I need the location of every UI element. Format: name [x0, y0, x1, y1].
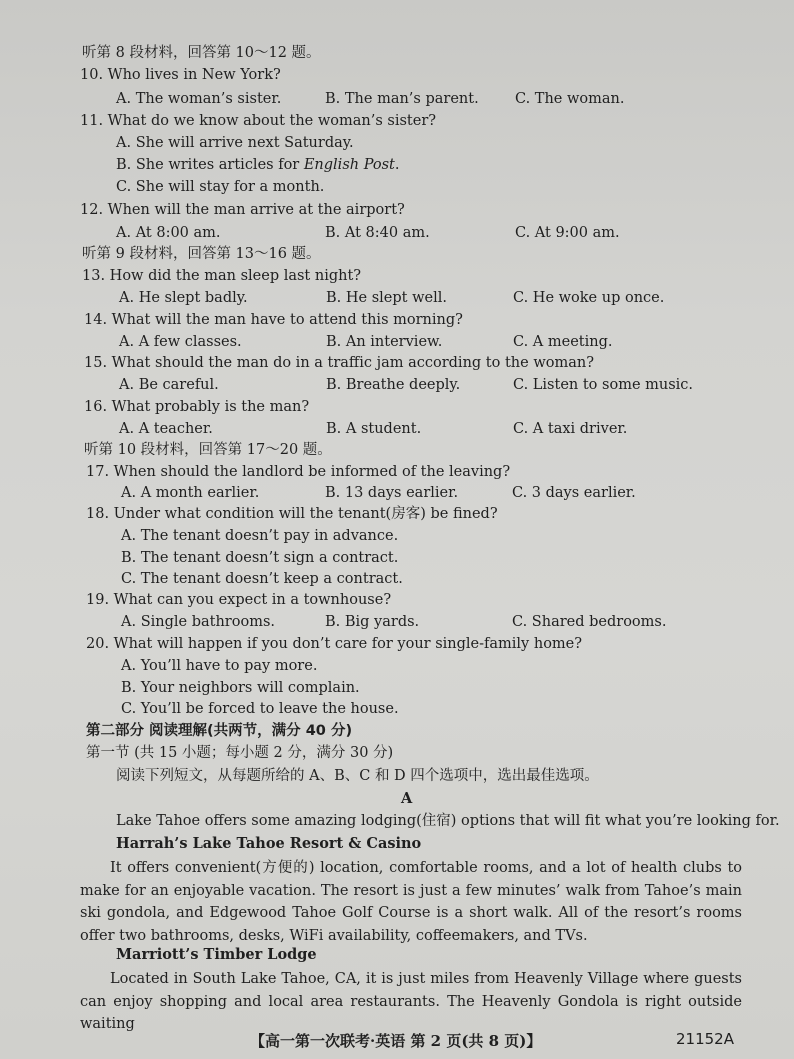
paragraph-harrahs-text: It offers convenient(方便的) location, comfortable rooms, and a lot of health clubs to make for an enjoyable vacation. The resort is just a few minutes’ walk from Tahoe’s main ski gondola, and Edgewood Tahoe Golf Course is a short walk. All of the resort’s rooms offer two bathrooms, desks, WiFi availability, coffeemakers, and TVs. [80, 860, 742, 944]
q13-option-c: C. He woke up once. [513, 290, 665, 306]
question-16-stem: 16. What probably is the man? [84, 399, 310, 415]
question-12-stem: 12. When will the man arrive at the airport? [80, 202, 405, 218]
q11-option-b-end: . [394, 157, 400, 173]
q19-option-b: B. Big yards. [325, 614, 420, 630]
q14-option-a: A. A few classes. [119, 334, 242, 350]
q17-option-c: C. 3 days earlier. [512, 485, 636, 501]
question-13-stem: 13. How did the man sleep last night? [82, 268, 362, 284]
question-14-stem: 14. What will the man have to attend this morning? [84, 312, 463, 328]
q17-option-b: B. 13 days earlier. [325, 485, 459, 501]
question-10-stem: 10. Who lives in New York? [80, 67, 281, 83]
paragraph-marriott [80, 968, 742, 1036]
q19-option-a: A. Single bathrooms. [121, 614, 275, 630]
question-17-stem: 17. When should the landlord be informed of the leaving? [86, 464, 511, 480]
section-header-9: 听第 9 段材料，回答第 13～16 题。 [82, 246, 321, 262]
q10-option-c: C. The woman. [515, 91, 625, 107]
q11-option-b-title: English Post [303, 157, 395, 173]
page-footer: 【高一第一次联考·英语 第 2 页(共 8 页)】 [250, 1032, 542, 1050]
q13-option-a: A. He slept badly. [119, 290, 248, 306]
question-15-stem: 15. What should the man do in a traffic jam according to the woman? [84, 355, 594, 371]
q11-option-c: C. She will stay for a month. [116, 179, 325, 195]
q18-option-b: B. The tenant doesn’t sign a contract. [121, 550, 399, 566]
heading-marriott: Marriott’s Timber Lodge [116, 946, 317, 963]
q14-option-c: C. A meeting. [513, 334, 613, 350]
question-11-stem: 11. What do we know about the woman’s sister? [80, 113, 437, 129]
q12-option-a: A. At 8:00 am. [116, 225, 221, 241]
q17-option-a: A. A month earlier. [121, 485, 260, 501]
q10-option-b: B. The man’s parent. [325, 91, 479, 107]
q14-option-b: B. An interview. [326, 334, 443, 350]
section-header-8: 听第 8 段材料，回答第 10～12 题。 [82, 45, 321, 61]
q19-option-c: C. Shared bedrooms. [512, 614, 667, 630]
q16-option-a: A. A teacher. [119, 421, 213, 437]
paragraph-harrahs [80, 857, 742, 947]
exam-code: 21152A [676, 1030, 734, 1048]
q12-option-b: B. At 8:40 am. [325, 225, 430, 241]
q15-option-c: C. Listen to some music. [513, 377, 694, 393]
q11-option-a: A. She will arrive next Saturday. [116, 135, 354, 151]
q16-option-b: B. A student. [326, 421, 422, 437]
reading-instruction: 阅读下列短文，从每题所给的 A、B、C 和 D 四个选项中，选出最佳选项。 [116, 768, 599, 784]
q10-option-a: A. The woman’s sister. [116, 91, 282, 107]
q11-option-b [116, 156, 400, 174]
heading-harrahs: Harrah’s Lake Tahoe Resort & Casino [116, 835, 422, 852]
q12-option-c: C. At 9:00 am. [515, 225, 620, 241]
section1-title: 第一节 (共 15 小题；每小题 2 分，满分 30 分) [86, 745, 394, 761]
q15-option-a: A. Be careful. [119, 377, 219, 393]
q13-option-b: B. He slept well. [326, 290, 447, 306]
q16-option-c: C. A taxi driver. [513, 421, 628, 437]
q20-option-a: A. You’ll have to pay more. [121, 658, 318, 674]
question-20-stem: 20. What will happen if you don’t care for your single-family home? [86, 636, 583, 652]
part2-title: 第二部分 阅读理解(共两节，满分 40 分) [86, 723, 353, 739]
q18-option-c: C. The tenant doesn’t keep a contract. [121, 571, 403, 587]
paragraph-marriott-text: Located in South Lake Tahoe, CA, it is just miles from Heavenly Village where guests can enjoy shopping and local area restaurants. The Heavenly Gondola is right outside waiting [80, 971, 742, 1032]
q20-option-c: C. You’ll be forced to leave the house. [121, 701, 399, 717]
passage-label: A [401, 790, 413, 807]
q15-option-b: B. Breathe deeply. [326, 377, 461, 393]
section-header-10: 听第 10 段材料，回答第 17～20 题。 [84, 442, 332, 458]
question-18-stem: 18. Under what condition will the tenant(房客) be fined? [86, 506, 498, 522]
question-19-stem: 19. What can you expect in a townhouse? [86, 592, 392, 608]
q18-option-a: A. The tenant doesn’t pay in advance. [121, 528, 399, 544]
q11-option-b-text: B. She writes articles for [116, 157, 304, 173]
passage-intro: Lake Tahoe offers some amazing lodging(住宿) options that will fit what you’re looking for. [116, 813, 780, 829]
q20-option-b: B. Your neighbors will complain. [121, 680, 360, 696]
